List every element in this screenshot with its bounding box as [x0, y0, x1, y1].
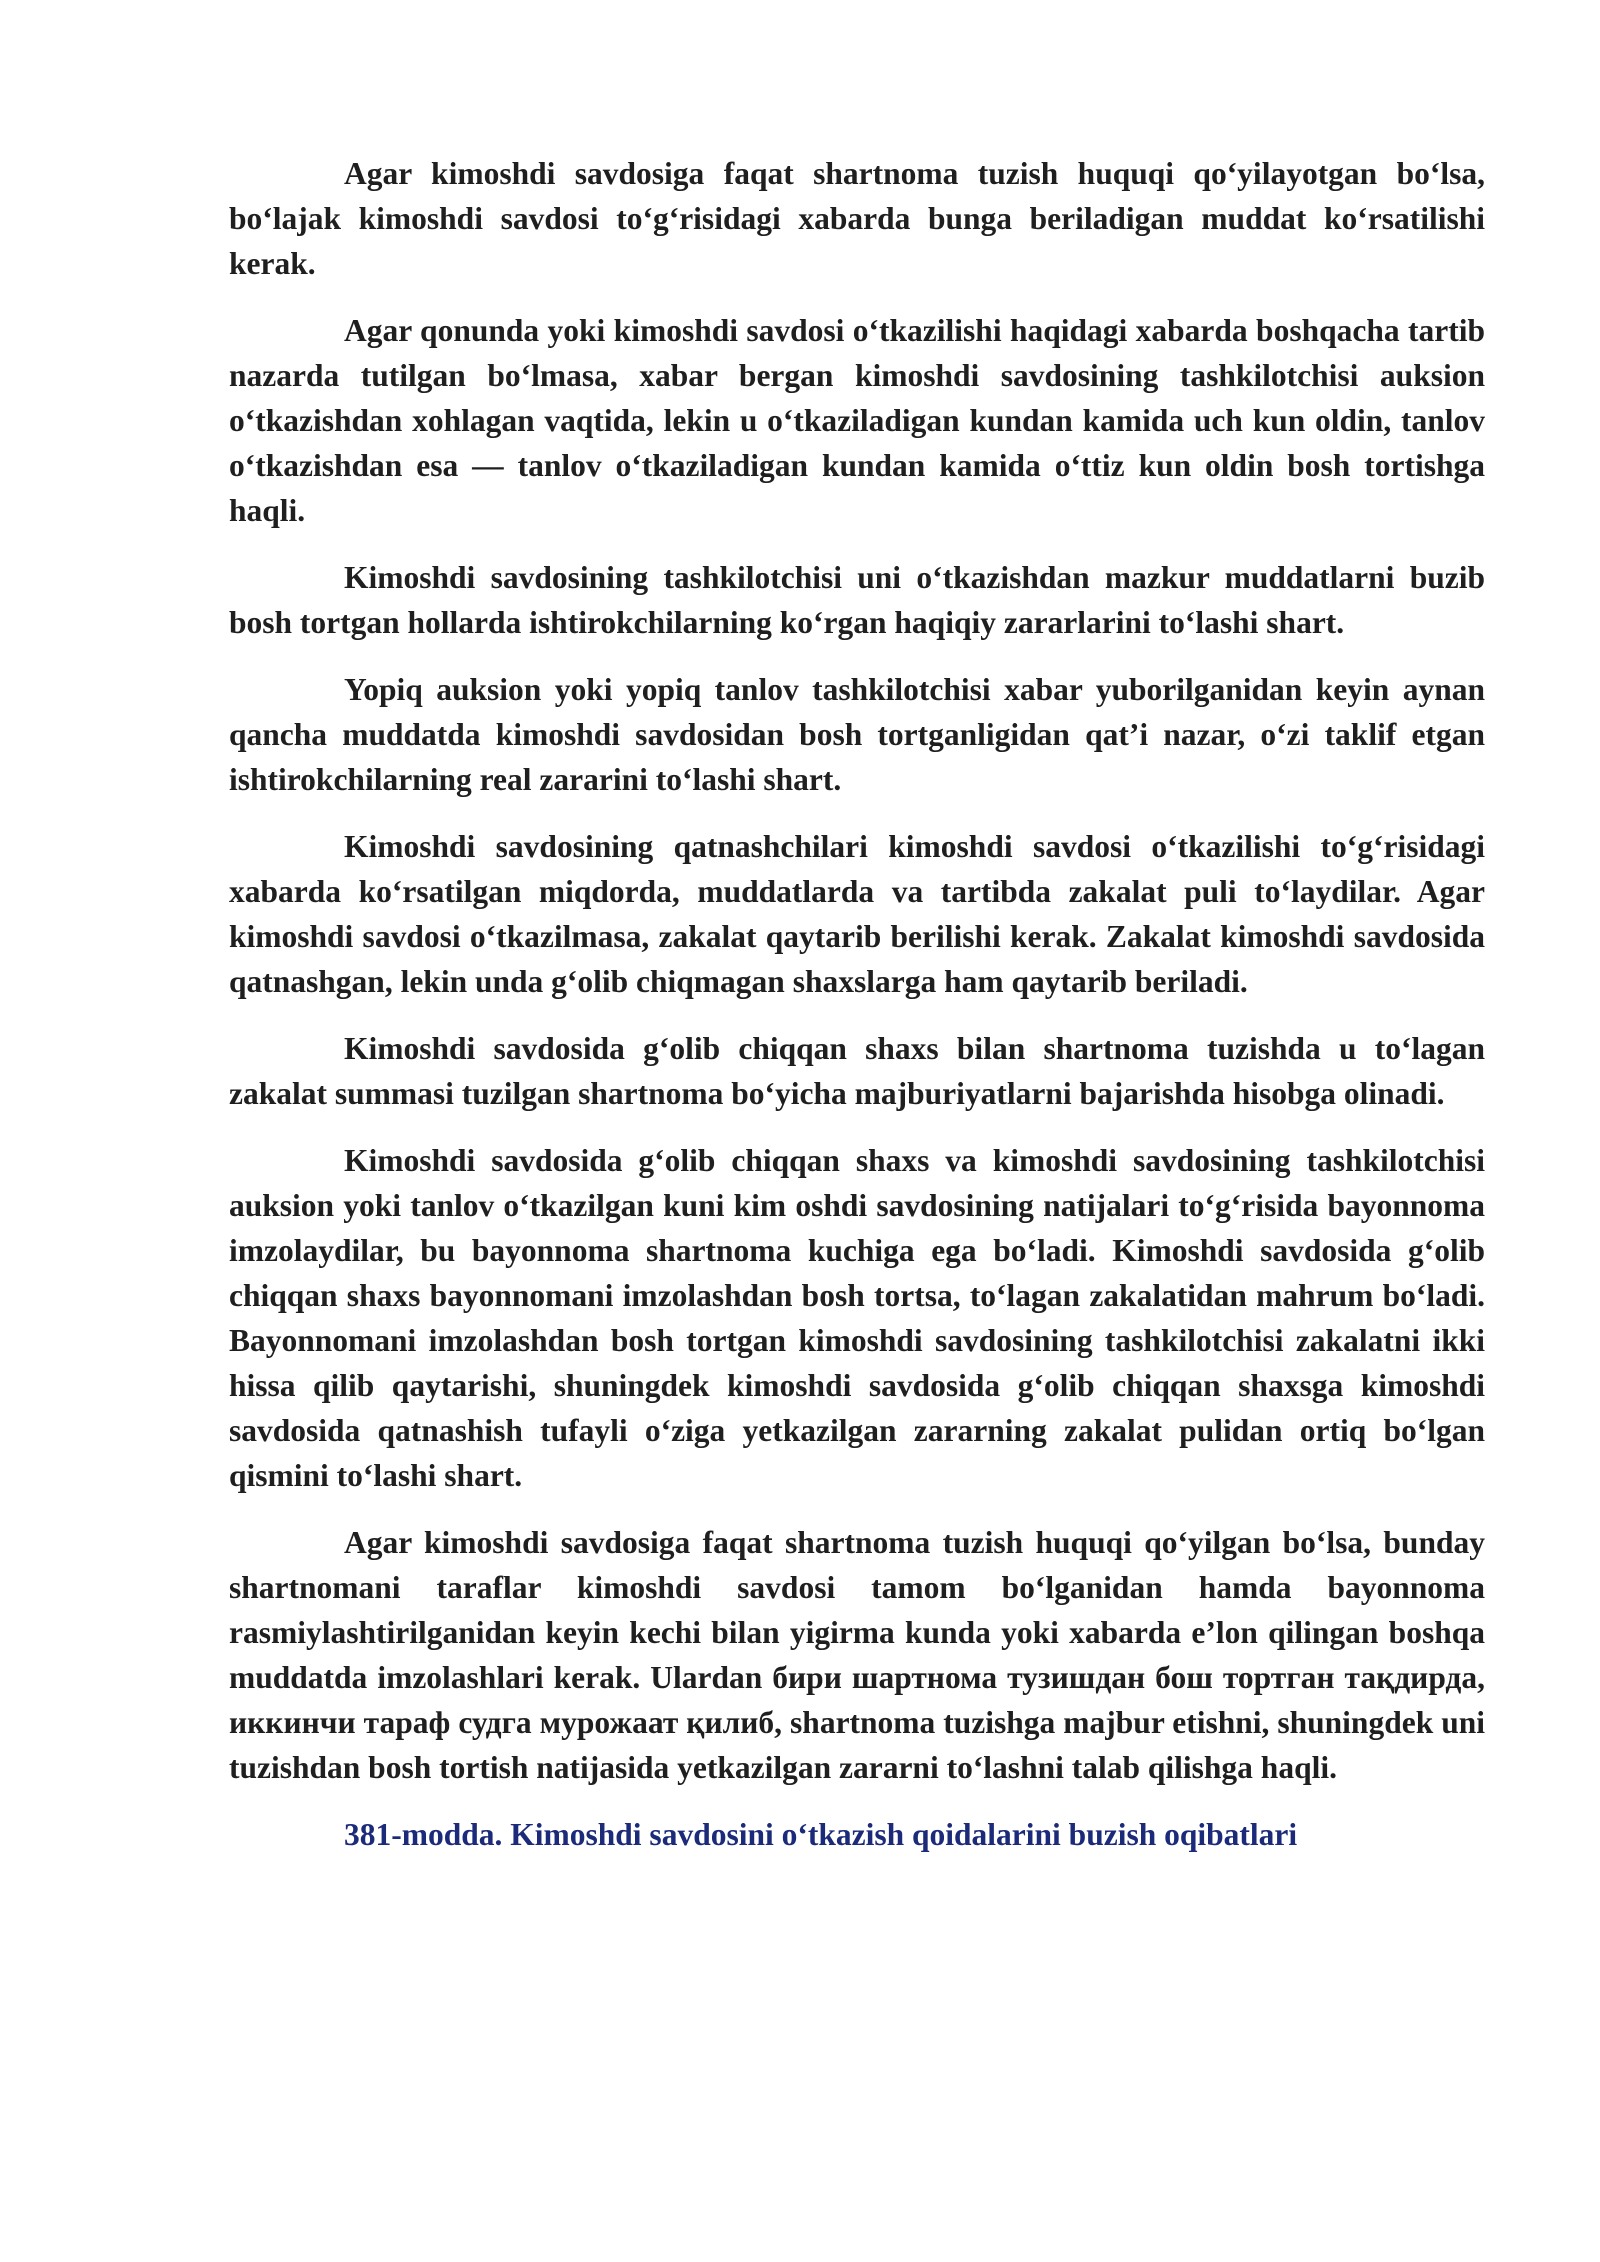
paragraph-3: Kimoshdi savdosining tashkilotchisi uni o‘tkazishdan mazkur muddatlarni buzib bosh tortgan hollarda ishtirokchilarning ko‘rgan haqiqiy zararlarini to‘lashi shart.: [229, 560, 1485, 640]
paragraph-2: Agar qonunda yoki kimoshdi savdosi o‘tkazilishi haqidagi xabarda boshqacha tartib nazarda tutilgan bo‘lmasa, xabar bergan kimoshdi savdosining tashkilotchisi auksion o‘tkazishdan xohlagan vaqtida, lekin u o‘tkaziladigan kundan kamida uch kun oldin, tanlov o‘tkazishdan esa — tanlov o‘tkaziladigan kundan kamida o‘ttiz kun oldin bosh tortishga haqli.: [229, 313, 1485, 528]
paragraph-1: Agar kimoshdi savdosiga faqat shartnoma tuzish huquqi qo‘yilayotgan bo‘lsa, bo‘lajak kimoshdi savdosi to‘g‘risidagi xabarda bunga beriladigan muddat ko‘rsatilishi kerak.: [229, 156, 1485, 281]
document-body: [229, 151, 1485, 1857]
paragraph-7: Kimoshdi savdosida g‘olib chiqqan shaxs va kimoshdi savdosining tashkilotchisi auksion yoki tanlov o‘tkazilgan kuni kim oshdi savdosining natijalari to‘g‘risida bayonnoma imzolaydilar, bu bayonnoma shartnoma kuchiga ega bo‘ladi. Kimoshdi savdosida g‘olib chiqqan shaxs bayonnomani imzolashdan bosh tortsa, to‘lagan zakalatidan mahrum bo‘ladi. Bayonnomani imzolashdan bosh tortgan kimoshdi savdosining tashkilotchisi zakalatni ikki hissa qilib qaytarishi, shuningdek kimoshdi savdosida g‘olib chiqqan shaxsga kimoshdi savdosida qatnashish tufayli o‘ziga yetkazilgan zararning zakalat pulidan ortiq bo‘lgan qismini to‘lashi shart.: [229, 1143, 1485, 1493]
paragraph-8: Agar kimoshdi savdosiga faqat shartnoma tuzish huquqi qo‘yilgan bo‘lsa, bunday shartnomani taraflar kimoshdi savdosi tamom bo‘lganidan hamda bayonnoma rasmiylashtirilganidan keyin kechi bilan yigirma kunda yoki xabarda e’lon qilingan boshqa muddatda imzolashlari kerak. Ulardan бири шартнома тузишдан бош тортган тақдирда, иккинчи тараф судга мурожаат қилиб, shartnoma tuzishga majbur etishni, shuningdek uni tuzishdan bosh tortish natijasida yetkazilgan zararni to‘lashni talab qilishga haqli.: [229, 1525, 1485, 1785]
paragraph-4: Yopiq auksion yoki yopiq tanlov tashkilotchisi xabar yuborilganidan keyin aynan qancha muddatda kimoshdi savdosidan bosh tortganligidan qat’i nazar, o‘zi taklif etgan ishtirokchilarning real zararini to‘lashi shart.: [229, 672, 1485, 797]
article-heading: 381-modda. Kimoshdi savdosini o‘tkazish qoidalarini buzish oqibatlari: [344, 1817, 1298, 1852]
paragraph-6: Kimoshdi savdosida g‘olib chiqqan shaxs bilan shartnoma tuzishda u to‘lagan zakalat summasi tuzilgan shartnoma bo‘yicha majburiyatlarni bajarishda hisobga olinadi.: [229, 1031, 1485, 1111]
paragraph-5: Kimoshdi savdosining qatnashchilari kimoshdi savdosi o‘tkazilishi to‘g‘risidagi xabarda ko‘rsatilgan miqdorda, muddatlarda va tartibda zakalat puli to‘laydilar. Agar kimoshdi savdosi o‘tkazilmasa, zakalat qaytarib berilishi kerak. Zakalat kimoshdi savdosida qatnashgan, lekin unda g‘olib chiqmagan shaxslarga ham qaytarib beriladi.: [229, 829, 1485, 999]
